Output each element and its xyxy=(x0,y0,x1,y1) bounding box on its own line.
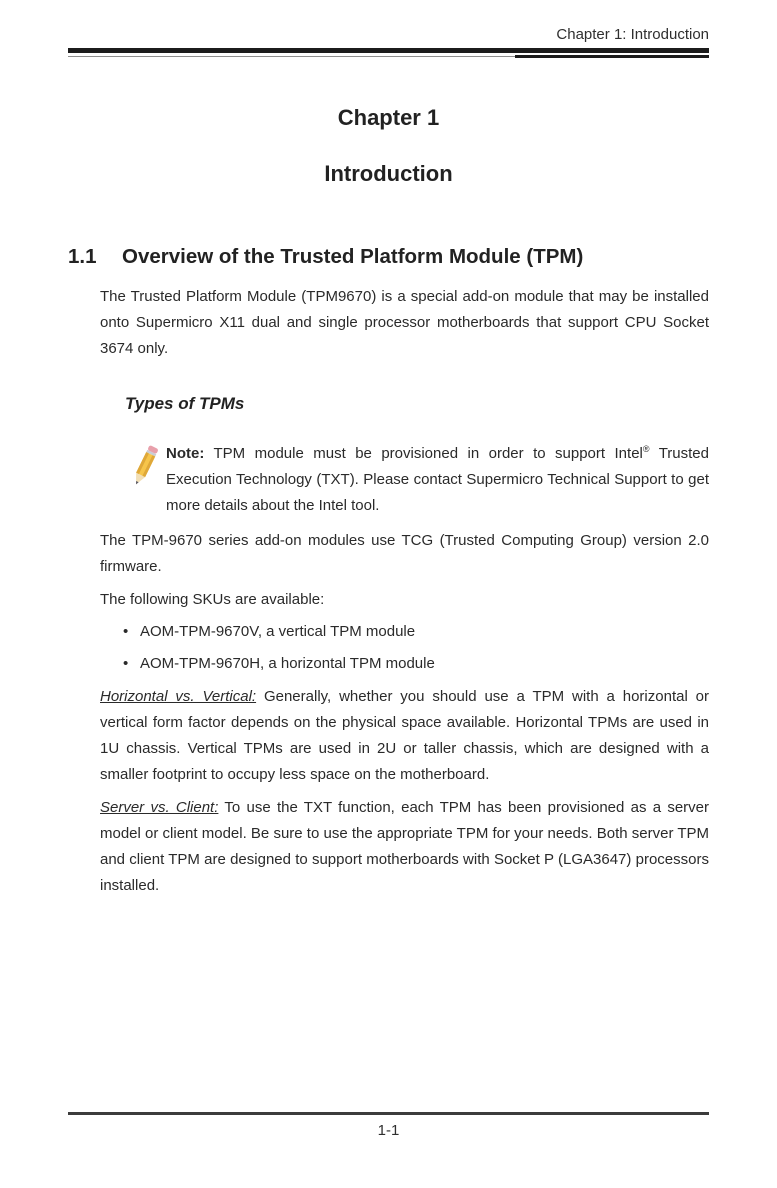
sku-item-label: AOM-TPM-9670V, a vertical TPM module xyxy=(140,623,416,640)
footer-rule xyxy=(68,1112,709,1115)
pencil-icon xyxy=(128,441,164,494)
list-item xyxy=(123,619,709,645)
page-number: 1-1 xyxy=(377,1122,400,1139)
server-client-text: To use the TXT function, each TPM has been provisioned as a server model or client model. Be sure to use the appropriate TPM for your needs. Both server TPM and client TPM are designed to support motherboards with Socket P (LGA3647) processors installed. xyxy=(100,799,710,894)
header-rule-right-segment xyxy=(515,55,709,58)
bullet-icon: • xyxy=(123,655,129,672)
horizontal-vertical-lead: Horizontal vs. Vertical: xyxy=(100,688,257,705)
bullet-icon: • xyxy=(123,623,129,640)
note-block xyxy=(128,441,709,519)
sku-intro-paragraph: The following SKUs are available: xyxy=(100,591,325,608)
list-item xyxy=(123,651,709,677)
registered-trademark: ® xyxy=(642,444,650,454)
note-text-part1: TPM module must be provisioned in order to support Intel xyxy=(204,445,643,462)
section-heading xyxy=(68,245,709,269)
header-rule xyxy=(68,48,709,59)
sku-item-label: AOM-TPM-9670H, a horizontal TPM module xyxy=(140,655,435,672)
header-rule-thin xyxy=(68,56,515,57)
running-header: Chapter 1: Introduction xyxy=(556,26,709,43)
horizontal-vertical-paragraph xyxy=(100,684,709,788)
server-client-paragraph xyxy=(100,795,709,899)
note-label: Note: xyxy=(166,445,205,462)
section-number: 1.1 xyxy=(68,245,97,268)
page-footer xyxy=(68,1112,709,1139)
section-heading-text: Overview of the Trusted Platform Module (TPM) xyxy=(122,245,584,268)
sku-bullet-list xyxy=(123,619,709,677)
header-rule-thick xyxy=(68,48,709,53)
chapter-heading: Chapter 1 xyxy=(337,105,440,130)
subsection-heading: Types of TPMs xyxy=(125,394,245,413)
doc-title: Introduction xyxy=(324,161,453,186)
note-text xyxy=(166,441,709,519)
series-paragraph: The TPM-9670 series add-on modules use TCG (Trusted Computing Group) version 2.0 firmware. xyxy=(100,532,709,575)
note-text-part2: Trusted Execution Technology (TXT). Please contact Supermicro Technical Support to get more details about the Intel tool. xyxy=(166,445,709,514)
horizontal-vertical-text: Generally, whether you should use a TPM with a horizontal or vertical form factor depends on the physical space available. Horizontal TPMs are used in 1U chassis. Vertical TPMs are used in 2U or taller chassis, which are designed with a smaller footprint to occupy less space on the motherboard. xyxy=(100,688,709,783)
server-client-lead: Server vs. Client: xyxy=(100,799,219,816)
intro-paragraph: The Trusted Platform Module (TPM9670) is a special add-on module that may be installed onto Supermicro X11 dual and single processor motherboards that support CPU Socket 3674 only. xyxy=(100,288,709,357)
page-content xyxy=(68,27,709,899)
